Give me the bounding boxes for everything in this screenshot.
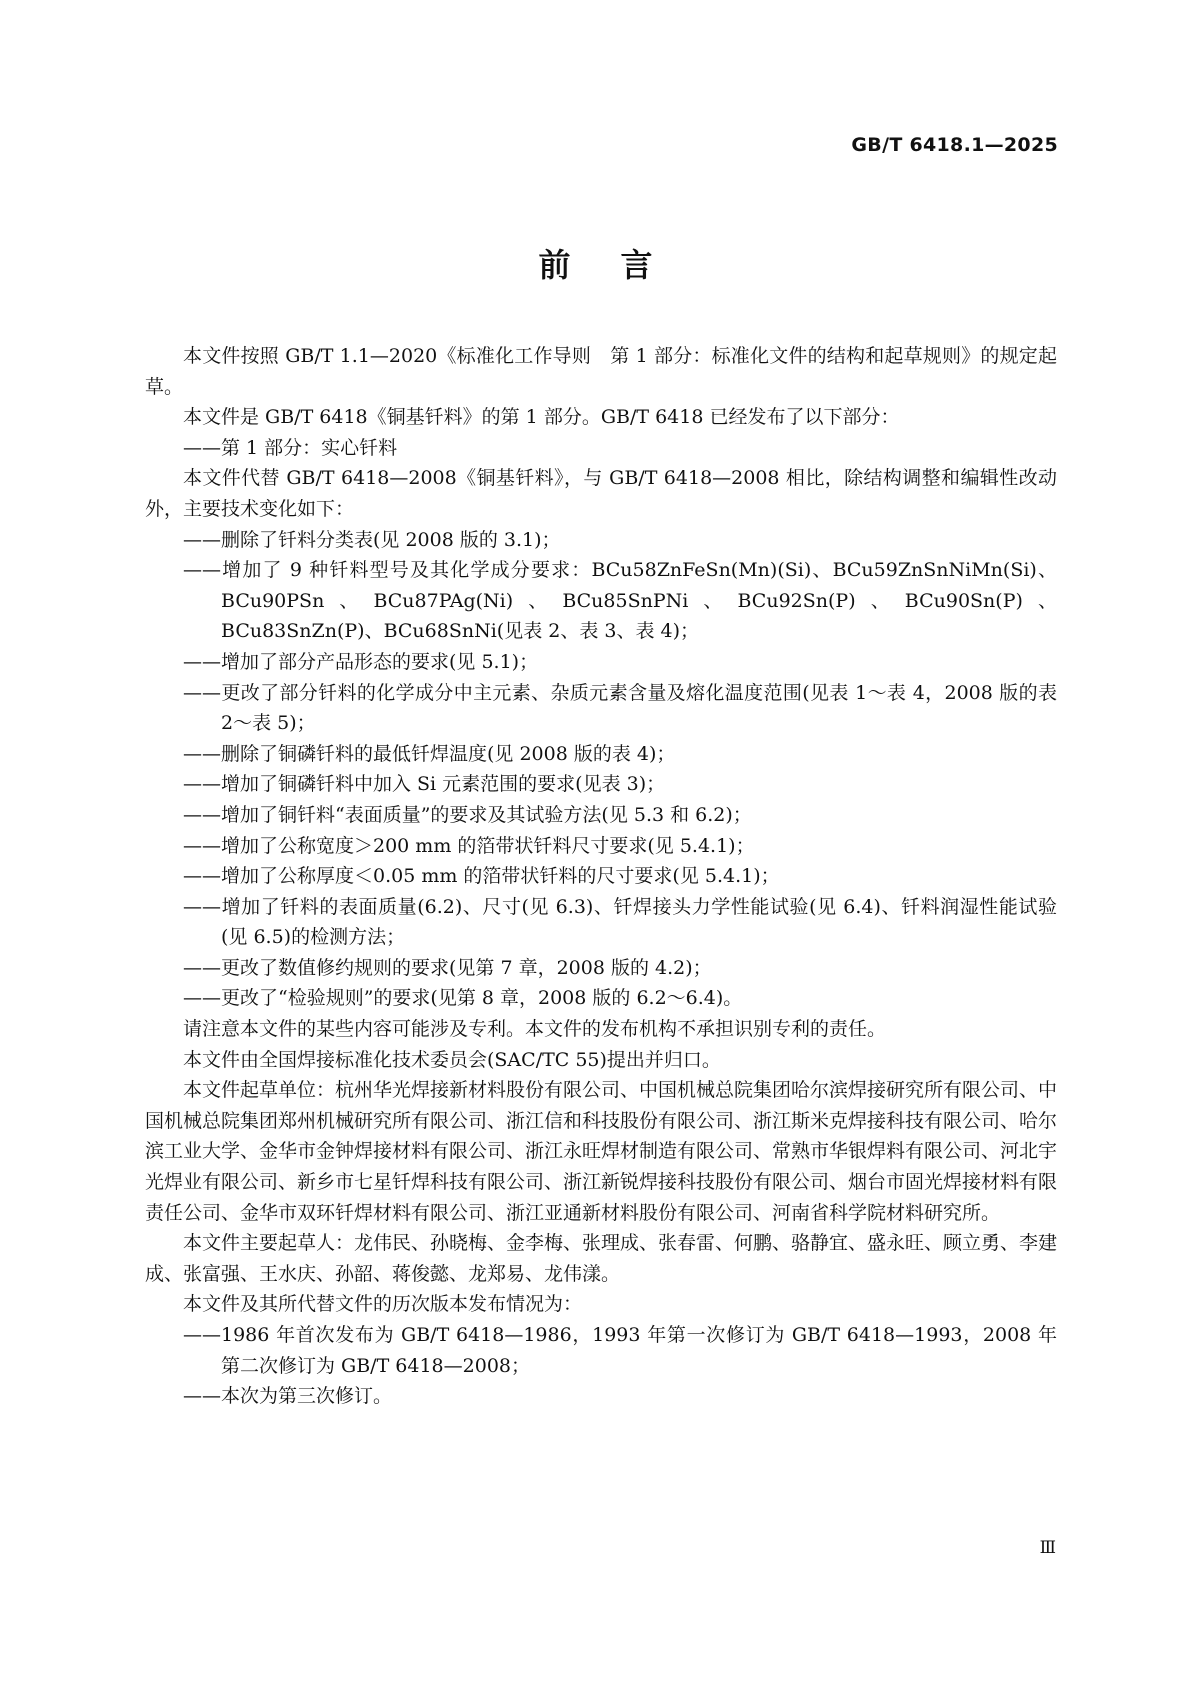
paragraph-drafting-rules: 本文件按照 GB/T 1.1—2020《标准化工作导则 第 1 部分：标准化文件的结构和起草规则》的规定起草。 (145, 345, 1057, 398)
paragraph-patent-notice: 请注意本文件的某些内容可能涉及专利。本文件的发布机构不承担识别专利的责任。 (183, 1018, 887, 1041)
foreword-body (145, 341, 1057, 1412)
paragraph-drafters: 本文件主要起草人：龙伟民、孙晓梅、金李梅、张理成、张春雷、何鹏、骆静宜、盛永旺、顾立勇、李建成、张富强、王水庆、孙韶、蒋俊懿、龙郑易、龙伟漾。 (145, 1232, 1058, 1285)
list-item: ——增加了公称厚度＜0.05 mm 的箔带状钎料的尺寸要求(见 5.4.1)； (183, 865, 780, 888)
list-item: ——更改了部分钎料的化学成分中主元素、杂质元素含量及熔化温度范围(见表 1～表 4，2008 版的表 2～表 5)； (183, 681, 1057, 735)
list-item: ——增加了 9 种钎料型号及其化学成分要求：BCu58ZnFeSn(Mn)(Si)、BCu59ZnSnNiMn(Si)、BCu90PSn、BCu87PAg(Ni)、BCu85SnPNi、BCu92Sn(P)、BCu90Sn(P)、BCu83SnZn(P)、BCu68SnNi(见表 2、表 3、表 4)； (183, 559, 1057, 643)
list-item: ——更改了“检验规则”的要求(见第 8 章，2008 版的 6.2～6.4)。 (183, 987, 743, 1010)
list-item: ——第 1 部分：实心钎料 (183, 436, 398, 459)
standard-code: GB/T 6418.1—2025 (851, 134, 1058, 156)
page-number: Ⅲ (1039, 1538, 1056, 1558)
list-item: ——删除了钎料分类表(见 2008 版的 3.1)； (183, 528, 561, 551)
list-item: ——增加了公称宽度＞200 mm 的箔带状钎料尺寸要求(见 5.4.1)； (183, 834, 755, 857)
list-item: ——增加了铜磷钎料中加入 Si 元素范围的要求(见表 3)； (183, 773, 666, 796)
paragraph-committee: 本文件由全国焊接标准化技术委员会(SAC/TC 55)提出并归口。 (183, 1048, 721, 1071)
paragraph-history-intro: 本文件及其所代替文件的历次版本发布情况为： (183, 1293, 583, 1316)
list-item: ——更改了数值修约规则的要求(见第 7 章，2008 版的 4.2)； (183, 956, 712, 979)
list-item: ——1986 年首次发布为 GB/T 6418—1986，1993 年第一次修订为 GB/T 6418—1993，2008 年第二次修订为 GB/T 6418—2008； (183, 1324, 1057, 1377)
list-item: ——增加了铜钎料“表面质量”的要求及其试验方法(见 5.3 和 6.2)； (183, 803, 752, 826)
list-item: ——本次为第三次修订。 (183, 1385, 393, 1408)
list-item: ——删除了铜磷钎料的最低钎焊温度(见 2008 版的表 4)； (183, 742, 676, 765)
list-item: ——增加了部分产品形态的要求(见 5.1)； (183, 650, 539, 673)
paragraph-replacement: 本文件代替 GB/T 6418—2008《铜基钎料》，与 GB/T 6418—2008 相比，除结构调整和编辑性改动外，主要技术变化如下： (145, 467, 1057, 520)
paragraph-drafting-units: 本文件起草单位：杭州华光焊接新材料股份有限公司、中国机械总院集团哈尔滨焊接研究所有限公司、中国机械总院集团郑州机械研究所有限公司、浙江信和科技股份有限公司、浙江斯米克焊接科技有限公司、哈尔滨工业大学、金华市金钟焊接材料有限公司、浙江永旺焊材制造有限公司、常熟市华银焊料有限公司、河北宇光焊业有限公司、新乡市七星钎焊科技有限公司、浙江新锐焊接科技股份有限公司、烟台市固光焊接材料有限责任公司、金华市双环钎焊材料有限公司、浙江亚通新材料股份有限公司、河南省科学院材料研究所。 (145, 1079, 1058, 1224)
paragraph-series-intro: 本文件是 GB/T 6418《铜基钎料》的第 1 部分。GB/T 6418 已经发布了以下部分： (183, 406, 900, 429)
list-item: ——增加了钎料的表面质量(6.2)、尺寸(见 6.3)、钎焊接头力学性能试验(见 6.4)、钎料润湿性能试验(见 6.5)的检测方法； (183, 895, 1057, 949)
page-title: 前言 (538, 246, 703, 284)
